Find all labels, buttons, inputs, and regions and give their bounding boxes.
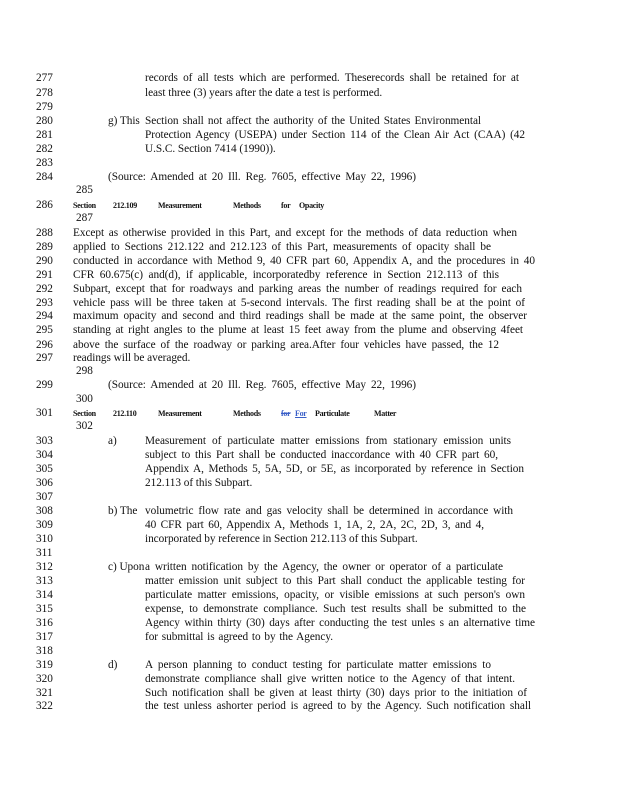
line-number: 302	[76, 420, 93, 432]
line-text: Measurement of particulate matter emissions from stationary emission units	[145, 435, 511, 447]
line-text: CFR 60.675(c) and(d), if applicable, incorporatedby reference in Section 212.113 of this	[73, 269, 499, 281]
heading-word: Methods	[233, 201, 261, 210]
line-number: 315	[36, 603, 53, 615]
line-text: Such notification shall be given at least thirty (30) days prior to the initiation of	[145, 687, 527, 699]
line-number: 279	[36, 101, 53, 113]
line-number: 288	[36, 227, 53, 239]
heading-word: for	[281, 201, 291, 210]
list-label: d)	[108, 659, 118, 671]
heading-word: Section	[73, 201, 96, 210]
list-label: a)	[108, 435, 117, 447]
source-note: (Source: Amended at 20 Ill. Reg. 7605, effective May 22, 1996)	[108, 171, 416, 183]
heading-word: Particulate	[315, 409, 350, 418]
line-number: 304	[36, 449, 53, 461]
line-text: incorporated by reference in Section 212.113 of this Subpart.	[145, 533, 418, 545]
heading-word: Opacity	[299, 201, 325, 210]
line-text: standing at right angles to the plume at least 15 feet away from the plume and observing 4feet	[73, 324, 523, 336]
line-text: Except as otherwise provided in this Part, and except for the methods of data reduction when	[73, 227, 517, 239]
line-number: 303	[36, 435, 53, 447]
line-number: 298	[76, 365, 93, 377]
list-label: c) Upon	[108, 561, 145, 573]
line-number: 309	[36, 519, 53, 531]
line-text: the test unless ashorter period is agreed to by the Agency. Such notification shall	[145, 700, 531, 712]
line-number: 296	[36, 339, 53, 351]
line-number: 312	[36, 561, 53, 573]
line-text: A person planning to conduct testing for particulate matter emissions to	[145, 659, 491, 671]
line-number: 316	[36, 617, 53, 629]
line-text: Subpart, except that for roadways and parking areas the number of readings required for each	[73, 283, 522, 295]
heading-word: Section	[73, 409, 96, 418]
heading-word: Matter	[374, 409, 397, 418]
line-text: subject to this Part shall be conducted inaccordance with 40 CFR part 60,	[145, 449, 498, 461]
line-number: 290	[36, 255, 53, 267]
line-number: 318	[36, 645, 53, 657]
line-text: Appendix A, Methods 5, 5A, 5D, or 5E, as incorporated by reference in Section	[145, 463, 524, 475]
line-text: above the surface of the roadway or parking area.After four vehicles have passed, the 12	[73, 339, 499, 351]
line-number: 277	[36, 72, 53, 84]
line-number: 283	[36, 157, 53, 169]
source-note: (Source: Amended at 20 Ill. Reg. 7605, effective May 22, 1996)	[108, 379, 416, 391]
line-text: Agency within thirty (30) days after conducting the test unles s an alternative time	[145, 617, 535, 629]
line-text: demonstrate compliance shall give written notice to the Agency of that intent.	[145, 673, 515, 685]
line-text: a written notification by the Agency, the owner or operator of a particulate	[145, 561, 503, 573]
heading-word: Measurement	[158, 201, 202, 210]
list-label: g) This	[108, 115, 140, 127]
line-number: 292	[36, 283, 53, 295]
line-text: expense, to demonstrate compliance. Such test results shall be submitted to the	[145, 603, 526, 615]
line-text: maximum opacity and second and third readings shall be made at the same point, the observer	[73, 310, 527, 322]
line-number: 306	[36, 477, 53, 489]
section-number: 212.109	[113, 201, 137, 210]
line-number: 284	[36, 171, 53, 183]
line-number: 278	[36, 87, 53, 99]
line-text: Section shall not affect the authority of the United States Environmental	[145, 115, 481, 127]
line-number: 282	[36, 143, 53, 155]
list-label: b) The	[108, 505, 138, 517]
line-number: 297	[36, 352, 53, 364]
line-number: 307	[36, 491, 53, 503]
line-text: 40 CFR part 60, Appendix A, Methods 1, 1A, 2, 2A, 2C, 2D, 3, and 4,	[145, 519, 484, 531]
line-text: volumetric flow rate and gas velocity shall be determined in accordance with	[145, 505, 513, 517]
deleted-text: for	[281, 409, 291, 418]
line-number: 286	[36, 199, 53, 211]
line-text: conducted in accordance with Method 9, 40 CFR part 60, Appendix A, and the procedures in 40	[73, 255, 535, 267]
line-text: records of all tests which are performed. Theserecords shall be retained for at	[145, 72, 519, 84]
line-text: readings will be averaged.	[73, 352, 191, 364]
line-number: 280	[36, 115, 53, 127]
line-number: 295	[36, 324, 53, 336]
line-number: 322	[36, 700, 53, 712]
line-number: 300	[76, 393, 93, 405]
line-number: 299	[36, 379, 53, 391]
line-number: 289	[36, 241, 53, 253]
line-text: applied to Sections 212.122 and 212.123 of this Part, measurements of opacity shall be	[73, 241, 491, 253]
line-number: 317	[36, 631, 53, 643]
line-number: 301	[36, 407, 53, 419]
line-number: 310	[36, 533, 53, 545]
section-number: 212.110	[113, 409, 137, 418]
line-number: 313	[36, 575, 53, 587]
line-number: 320	[36, 673, 53, 685]
line-text: 212.113 of this Subpart.	[145, 477, 253, 489]
line-number: 319	[36, 659, 53, 671]
line-text: matter emission unit subject to this Part shall conduct the applicable testing for	[145, 575, 525, 587]
line-text: for submittal is agreed to by the Agency.	[145, 631, 333, 643]
heading-word: Methods	[233, 409, 261, 418]
line-number: 294	[36, 310, 53, 322]
line-text: vehicle pass will be three taken at 5-second intervals. The first reading shall be at the point of	[73, 297, 525, 309]
line-text: U.S.C. Section 7414 (1990)).	[145, 143, 276, 155]
line-number: 321	[36, 687, 53, 699]
line-number: 308	[36, 505, 53, 517]
inserted-text: For	[295, 409, 307, 418]
line-text: Protection Agency (USEPA) under Section 114 of the Clean Air Act (CAA) (42	[145, 129, 525, 141]
line-number: 287	[76, 212, 93, 224]
line-number: 293	[36, 297, 53, 309]
line-number: 285	[76, 184, 93, 196]
line-number: 311	[36, 547, 53, 559]
line-text: particulate matter emissions, opacity, or visible emissions at such person's own	[145, 589, 525, 601]
line-number: 314	[36, 589, 53, 601]
line-text: least three (3) years after the date a test is performed.	[145, 87, 383, 99]
heading-word: Measurement	[158, 409, 202, 418]
line-number: 281	[36, 129, 53, 141]
line-number: 291	[36, 269, 53, 281]
line-number: 305	[36, 463, 53, 475]
